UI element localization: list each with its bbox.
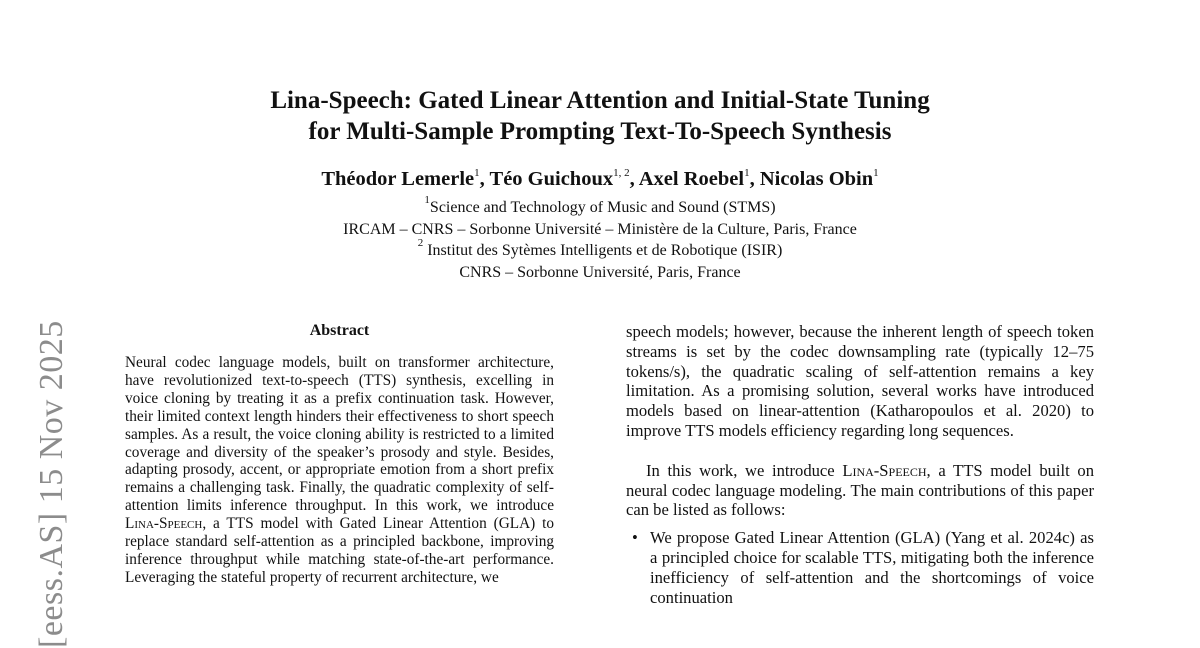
model-name: Lina-Speech	[842, 460, 927, 480]
author-affiliation-mark: 1, 2	[613, 167, 630, 179]
author-name: Théodor Lemerle	[321, 168, 475, 190]
model-name: Lina-Speech	[125, 515, 203, 533]
affiliation-1	[100, 194, 1100, 219]
intro-paragraph-2-part-1: In this work, we introduce	[646, 460, 843, 480]
abstract-text	[125, 354, 554, 587]
author-affiliation-mark: 1	[873, 167, 879, 179]
contribution-list	[626, 528, 1094, 607]
affiliation-1-name: Science and Technology of Music and Sound (STMS)	[429, 199, 776, 216]
affiliation-1-mark: 1	[424, 194, 430, 206]
author-affiliation-mark: 1	[744, 167, 750, 179]
title-line-2: for Multi-Sample Prompting Text-To-Speech Synthesis	[308, 118, 892, 145]
author-name: Axel Roebel	[638, 168, 745, 190]
contribution-item: • We propose Gated Linear Attention (GLA) (Yang et al. 2024c) as a principled choice for scalable TTS, mitigating both the inference inefficiency of self-attention and the shortcomings of voice continuation	[626, 528, 1094, 607]
arxiv-stamp-text: [eess.AS] 15 Nov 2025	[33, 320, 70, 648]
author-name: Téo Guichoux	[489, 168, 614, 190]
intro-paragraph-1: speech models; however, because the inherent length of speech token streams is set by the codec downsampling rate (typically 12–75 tokens/s), the quadratic scaling of self-attention remains a key limitation. As a promising solution, several works have introduced models based on linear-attention (Katharopoulos et al. 2020) to improve TTS models efficiency regarding long sequences.	[626, 322, 1094, 440]
affiliations	[100, 194, 1100, 283]
intro-paragraph-2-part-2: , a TTS model built on neural codec language modeling. The main contributions of this paper can be listed as follows:	[626, 460, 1094, 520]
affiliation-2-name: Institut des Sytèmes Intelligents et de Robotique (ISIR)	[423, 242, 783, 259]
affiliation-2	[100, 237, 1100, 262]
abstract-heading: Abstract	[309, 322, 370, 339]
author-list: Théodor Lemerle$^1$, Téo Guichoux$^{1, 2}$, Axel Roebel$^1$, Nicolas Obin$^1$	[321, 167, 879, 190]
author-name: Nicolas Obin	[759, 168, 874, 190]
abstract-text-part-2: , a TTS model with Gated Linear Attention (GLA) to replace standard self-attention as a principled backbone, improving inference throughput while matching state-of-the-art performance. Leveraging the stateful property of recurrent architecture, we	[125, 515, 554, 586]
affiliation-1-detail: IRCAM – CNRS – Sorbonne Université – Ministère de la Culture, Paris, France	[343, 220, 857, 238]
abstract-text-part-1: Neural codec language models, built on transformer architecture, have revolutionized text-to-speech (TTS) synthesis, excelling in voice cloning by treating it as a prefix continuation task. However, their limited context length hinders their effectiveness to short speech samples. As a result, the voice cloning ability is restricted to a limited coverage and diversity of the speaker’s prosody and style. Besides, adapting prosody, accent, or appropriate emotion from a short prefix remains a challenging task. Finally, the quadratic complexity of self-attention limits inference throughput. In this work, we introduce	[125, 354, 554, 515]
title-line-1: Lina-Speech: Gated Linear Attention and Initial-State Tuning	[270, 87, 930, 114]
author-affiliation-mark: 1	[474, 167, 480, 179]
left-column	[125, 320, 554, 587]
paper-title	[100, 85, 1100, 147]
arxiv-sidebar-stamp	[30, 312, 72, 648]
affiliation-2-detail: CNRS – Sorbonne Université, Paris, France	[459, 263, 741, 281]
right-column	[626, 322, 1094, 607]
affiliation-2-mark: 2	[417, 237, 424, 249]
intro-paragraph-2	[626, 461, 1094, 520]
